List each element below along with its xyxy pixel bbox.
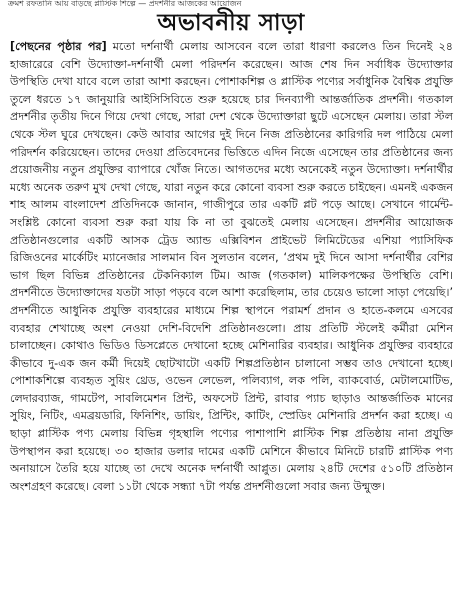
previous-section-text: ক্রমশ রফতানি আয় বাড়ছে প্লাস্টিক শিল্পে — প্রদর্শনীর আজকের আয়োজন <box>8 0 242 8</box>
article-headline: অভাবনীয় সাড়া <box>157 10 305 36</box>
continuation-marker: [পেছনের পৃষ্ঠার পর] <box>10 40 107 53</box>
article-body-text: মতো দর্শনার্থী মেলায় আসবেন বলে তারা ধারণা করলেও তিন দিনেই ২৪ হাজারেরে বেশি উদ্যোক্তা-দর্শনার্থী মেলা পরিদর্শন করেছেন। আজ শেষ দিন সর্বাধিক উদ্যোক্তার উপস্থিতি দেখা যাবে বলে তারা আশা করছেন। পোশাকশিল্প ও প্লাস্টিক পণ্যের সর্বাধুনিক বৈশ্বিক প্রযুক্তি তুলে ধরতে ১৭ জানুয়ারি আইসিসিবিতে শুরু হয়েছে চার দিনব্যাপী আন্তর্জাতিক প্রদর্শনী। গতকাল প্রদর্শনীর তৃতীয় দিনে গিয়ে দেখা গেছে, সারা দেশ থেকে উদ্যোক্তারা ছুটে এসেছেন মেলায়। তারা স্টল থেকে স্টল ঘুরে দেখছেন। কেউ আবার আগের দুই দিনে নিজ প্রতিষ্ঠানের কারিগরি দল পাঠিয়ে মেলা পরিদর্শন করিয়েছেন। তাদের দেওয়া প্রতিবেদনের ভিত্তিতে এদিন নিজে এসেছেন তার প্রতিষ্ঠানের জন্য প্রয়োজনীয় নতুন প্রযুক্তির ব্যাপারে খোঁজ নিতে। আগতদের মধ্যে অনেকেই নতুন উদ্যোক্তা। দর্শনার্থীর মধ্যে অনেক তরুণ মুখ দেখা গেছে, যারা নতুন করে কোনো ব্যবসা শুরু করতে চাইছেন। এমনই একজন শাহ আলম বাংলাদেশ প্রতিদিনকে জানান, গাজীপুরে তার একটি প্লট পড়ে আছে। সেখানে গার্মেন্ট-সংশ্লিষ্ট কোনো ব্যবসা শুরু করা যায় কি না তা বুঝতেই মেলায় এসেছেন। প্রদর্শনীর আয়োজক প্রতিষ্ঠানগুলোর একটি আসক ট্রেড অ্যান্ড এক্সিবিশন প্রাইভেট লিমিটেডের এশিয়া প্যাসিফিক রিজিওনের মার্কেটিং ম্যানেজার সালমান বিন সুলতান বলেন, ‘প্রথম দুই দিনে আসা দর্শনার্থীর বেশির ভাগ ছিল বিভিন্ন প্রতিষ্ঠানের টেকনিক্যাল টিম। আজ (গতকাল) মালিকপক্ষের উপস্থিতি বেশি। প্রদর্শনীতে উদ্যোক্তাদের যতটা সাড়া পড়বে বলে আশা করেছিলাম, তার চেয়েও ভালো সাড়া পেয়েছি।’ প্রদর্শনীতে আধুনিক প্রযুক্তি ব্যবহারের মাধ্যমে শিল্প স্থাপনে পরামর্শ প্রদান ও হাতে-কলমে এসবের ব্যবহার শেখাচ্ছে অংশ নেওয়া দেশি-বিদেশি প্রতিষ্ঠানগুলো। প্রায় প্রতিটি স্টলেই কর্মীরা মেশিন চালাচ্ছেন। কোথাও ভিডিও ডিসপ্লেতে দেখানো হচ্ছে মেশিনারির ব্যবহার। আধুনিক প্রযুক্তির ব্যবহারে কীভাবে দু-এক জন কর্মী দিয়েই ছোটখাটো একটি শিল্পপ্রতিষ্ঠান চালানো সম্ভব তাও দেখানো হচ্ছে। পোশাকশিল্পে ব্যবহৃত সুয়িং থ্রেড, ওভেন লেভেল, পলিব্যাগ, লক পলি, ব্যাকবোর্ড, মেটালমোটিভ, লেদারব্যাজ, গামটেপ, সাবলিমেশন প্রিন্ট, অফসেট প্রিন্ট, রাবার প্যাচ ছাড়াও আন্তর্জাতিক মানের সুয়িং, নিটিং, এমব্রয়ডারি, ফিনিশিং, ডায়িং, প্রিন্টিং, কাটিং, স্প্রেডিং মেশিনারি প্রদর্শন করা হচ্ছে। এ ছাড়া প্লাস্টিক পণ্য মেলায় বিভিন্ন গৃহস্থালি পণ্যের পাশাপাশি প্লাস্টিক শিল্প প্রতিষ্ঠায় নানা প্রযুক্তি উপস্থাপন করা হয়েছে। ৩০ হাজার ডলার দামের একটি মেশিনে কীভাবে মিনিটে চারটি প্লাস্টিক পণ্য অনায়াসে তৈরি হয়ে যাচ্ছে তা দেখে অনেক দর্শনার্থী আপ্লুত। মেলায় ২৪টি দেশের ৫১০টি প্রতিষ্ঠান অংশগ্রহণ করেছে। বেলা ১১টা থেকে সন্ধ্যা ৭টা পর্যন্ত প্রদর্শনীগুলো সবার জন্য উন্মুক্ত। <box>10 40 453 493</box>
article-body <box>0 38 462 495</box>
